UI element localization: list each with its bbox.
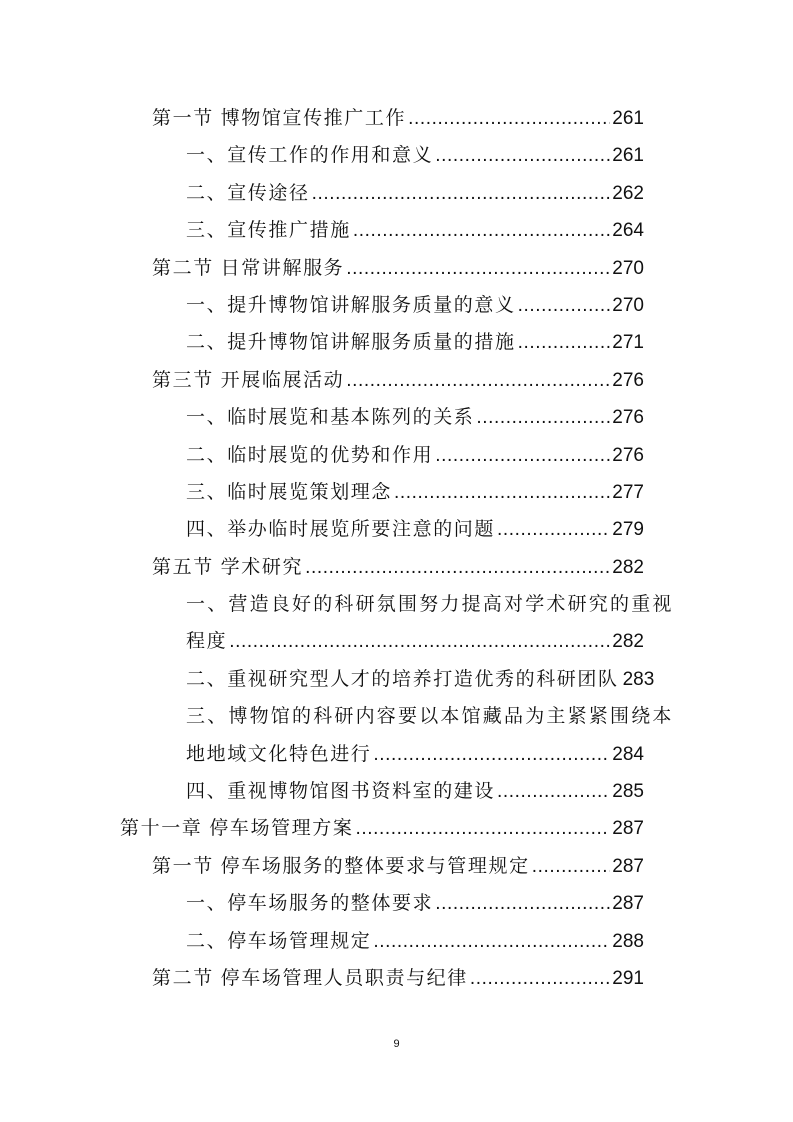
toc-entry-title: 三、临时展览策划理念 — [186, 481, 393, 503]
dot-leader — [435, 437, 610, 474]
toc-entry[interactable] — [0, 175, 793, 212]
toc-entry[interactable] — [0, 698, 793, 735]
dot-leader — [518, 324, 611, 361]
page-number: 9 — [393, 1038, 400, 1050]
dot-leader — [346, 362, 610, 399]
toc-entry[interactable] — [0, 324, 793, 361]
dot-leader — [312, 175, 611, 212]
toc-entry-title: 一、宣传工作的作用和意义 — [186, 145, 434, 167]
toc-entry-page: 276 — [612, 444, 644, 466]
toc-entry-title: 四、重视博物馆图书资料室的建设 — [186, 781, 496, 803]
toc-entry[interactable] — [0, 960, 793, 997]
dot-leader — [435, 137, 610, 174]
toc-entry-title: 三、博物馆的科研内容要以本馆藏品为主紧紧围绕本 — [186, 706, 674, 728]
toc-entry-page: 285 — [612, 781, 644, 803]
toc-entry-page: 282 — [612, 556, 644, 578]
toc-entry-page: 287 — [612, 855, 644, 877]
toc-entry[interactable] — [0, 362, 793, 399]
dot-leader — [497, 511, 610, 548]
toc-entry-page: 276 — [612, 369, 644, 391]
dot-leader — [435, 885, 610, 922]
toc-entry-page: 261 — [612, 108, 644, 129]
toc-entry-title: 一、营造良好的科研氛围努力提高对学术研究的重视 — [186, 594, 674, 616]
toc-entry[interactable] — [0, 661, 793, 698]
toc-entry[interactable] — [0, 810, 793, 847]
toc-entry-title: 一、临时展览和基本陈列的关系 — [186, 407, 475, 429]
toc-entry-title: 第二节 停车场管理人员职责与纪律 — [152, 967, 468, 989]
toc-entry-title: 第一节 停车场服务的整体要求与管理规定 — [152, 855, 530, 877]
toc-entry-page: 270 — [612, 257, 644, 279]
toc-entry-page: 282 — [612, 631, 644, 653]
dot-leader — [353, 212, 610, 249]
dot-leader — [497, 773, 610, 810]
toc-entry[interactable] — [0, 848, 793, 885]
dot-leader — [394, 474, 610, 511]
toc-entry[interactable] — [0, 287, 793, 324]
toc-entry[interactable] — [0, 137, 793, 174]
toc-entry[interactable] — [0, 773, 793, 810]
dot-leader — [355, 810, 610, 847]
dot-leader — [373, 736, 610, 773]
toc-entry[interactable] — [0, 885, 793, 922]
dot-leader — [373, 923, 610, 960]
toc-entry-page: 271 — [612, 332, 644, 354]
toc-entry-title-continuation: 地地域文化特色进行 — [186, 743, 372, 765]
dot-leader — [470, 960, 610, 997]
toc-entry-page: 287 — [612, 818, 644, 840]
toc-entry[interactable] — [0, 399, 793, 436]
toc-entry-title: 二、重视研究型人才的培养打造优秀的科研团队 — [186, 668, 619, 690]
dot-leader — [532, 848, 611, 885]
toc-entry-page: 277 — [612, 481, 644, 503]
table-of-contents — [0, 100, 793, 997]
toc-entry[interactable] — [0, 923, 793, 960]
toc-entry-title: 二、临时展览的优势和作用 — [186, 444, 434, 466]
toc-entry[interactable] — [0, 437, 793, 474]
toc-entry-title: 二、提升博物馆讲解服务质量的措施 — [186, 332, 516, 354]
toc-entry-page: 291 — [612, 967, 644, 989]
toc-entry[interactable] — [0, 250, 793, 287]
toc-entry-title: 二、停车场管理规定 — [186, 930, 372, 952]
toc-entry[interactable] — [0, 474, 793, 511]
toc-entry-page: 288 — [612, 930, 644, 952]
toc-entry-title: 三、宣传推广措施 — [186, 220, 351, 242]
toc-entry[interactable] — [0, 549, 793, 586]
toc-entry-title: 四、举办临时展览所要注意的问题 — [186, 519, 496, 541]
dot-leader — [476, 399, 610, 436]
toc-entry-page: 262 — [612, 182, 644, 204]
toc-entry-title: 一、提升博物馆讲解服务质量的意义 — [186, 294, 516, 316]
toc-entry-page: 279 — [612, 519, 644, 541]
toc-entry-page: 270 — [612, 294, 644, 316]
toc-entry-page: 284 — [612, 743, 644, 765]
toc-entry-title: 第五节 学术研究 — [152, 556, 304, 578]
dot-leader — [518, 287, 611, 324]
dot-leader — [229, 623, 610, 660]
toc-entry-title: 第二节 日常讲解服务 — [152, 257, 345, 279]
dot-leader — [305, 549, 610, 586]
toc-entry[interactable] — [0, 212, 793, 249]
toc-entry-title: 一、停车场服务的整体要求 — [186, 893, 434, 915]
toc-entry[interactable] — [0, 586, 793, 623]
toc-entry-title: 第十一章 停车场管理方案 — [120, 818, 354, 840]
toc-entry-title: 第一节 博物馆宣传推广工作 — [152, 108, 407, 129]
toc-entry-page: 287 — [612, 893, 644, 915]
toc-entry-title-continuation: 程度 — [186, 631, 228, 653]
toc-entry-page: 276 — [612, 407, 644, 429]
toc-entry-continuation[interactable] — [0, 736, 793, 773]
toc-entry-continuation[interactable] — [0, 623, 793, 660]
toc-entry[interactable] — [0, 100, 793, 137]
toc-entry-page: 264 — [612, 220, 644, 242]
toc-entry-page: 261 — [612, 145, 644, 167]
toc-entry-title: 二、宣传途径 — [186, 182, 310, 204]
dot-leader — [408, 100, 610, 137]
toc-entry-page: 283 — [622, 668, 655, 690]
toc-entry[interactable] — [0, 511, 793, 548]
dot-leader — [346, 250, 610, 287]
toc-entry-title: 第三节 开展临展活动 — [152, 369, 345, 391]
